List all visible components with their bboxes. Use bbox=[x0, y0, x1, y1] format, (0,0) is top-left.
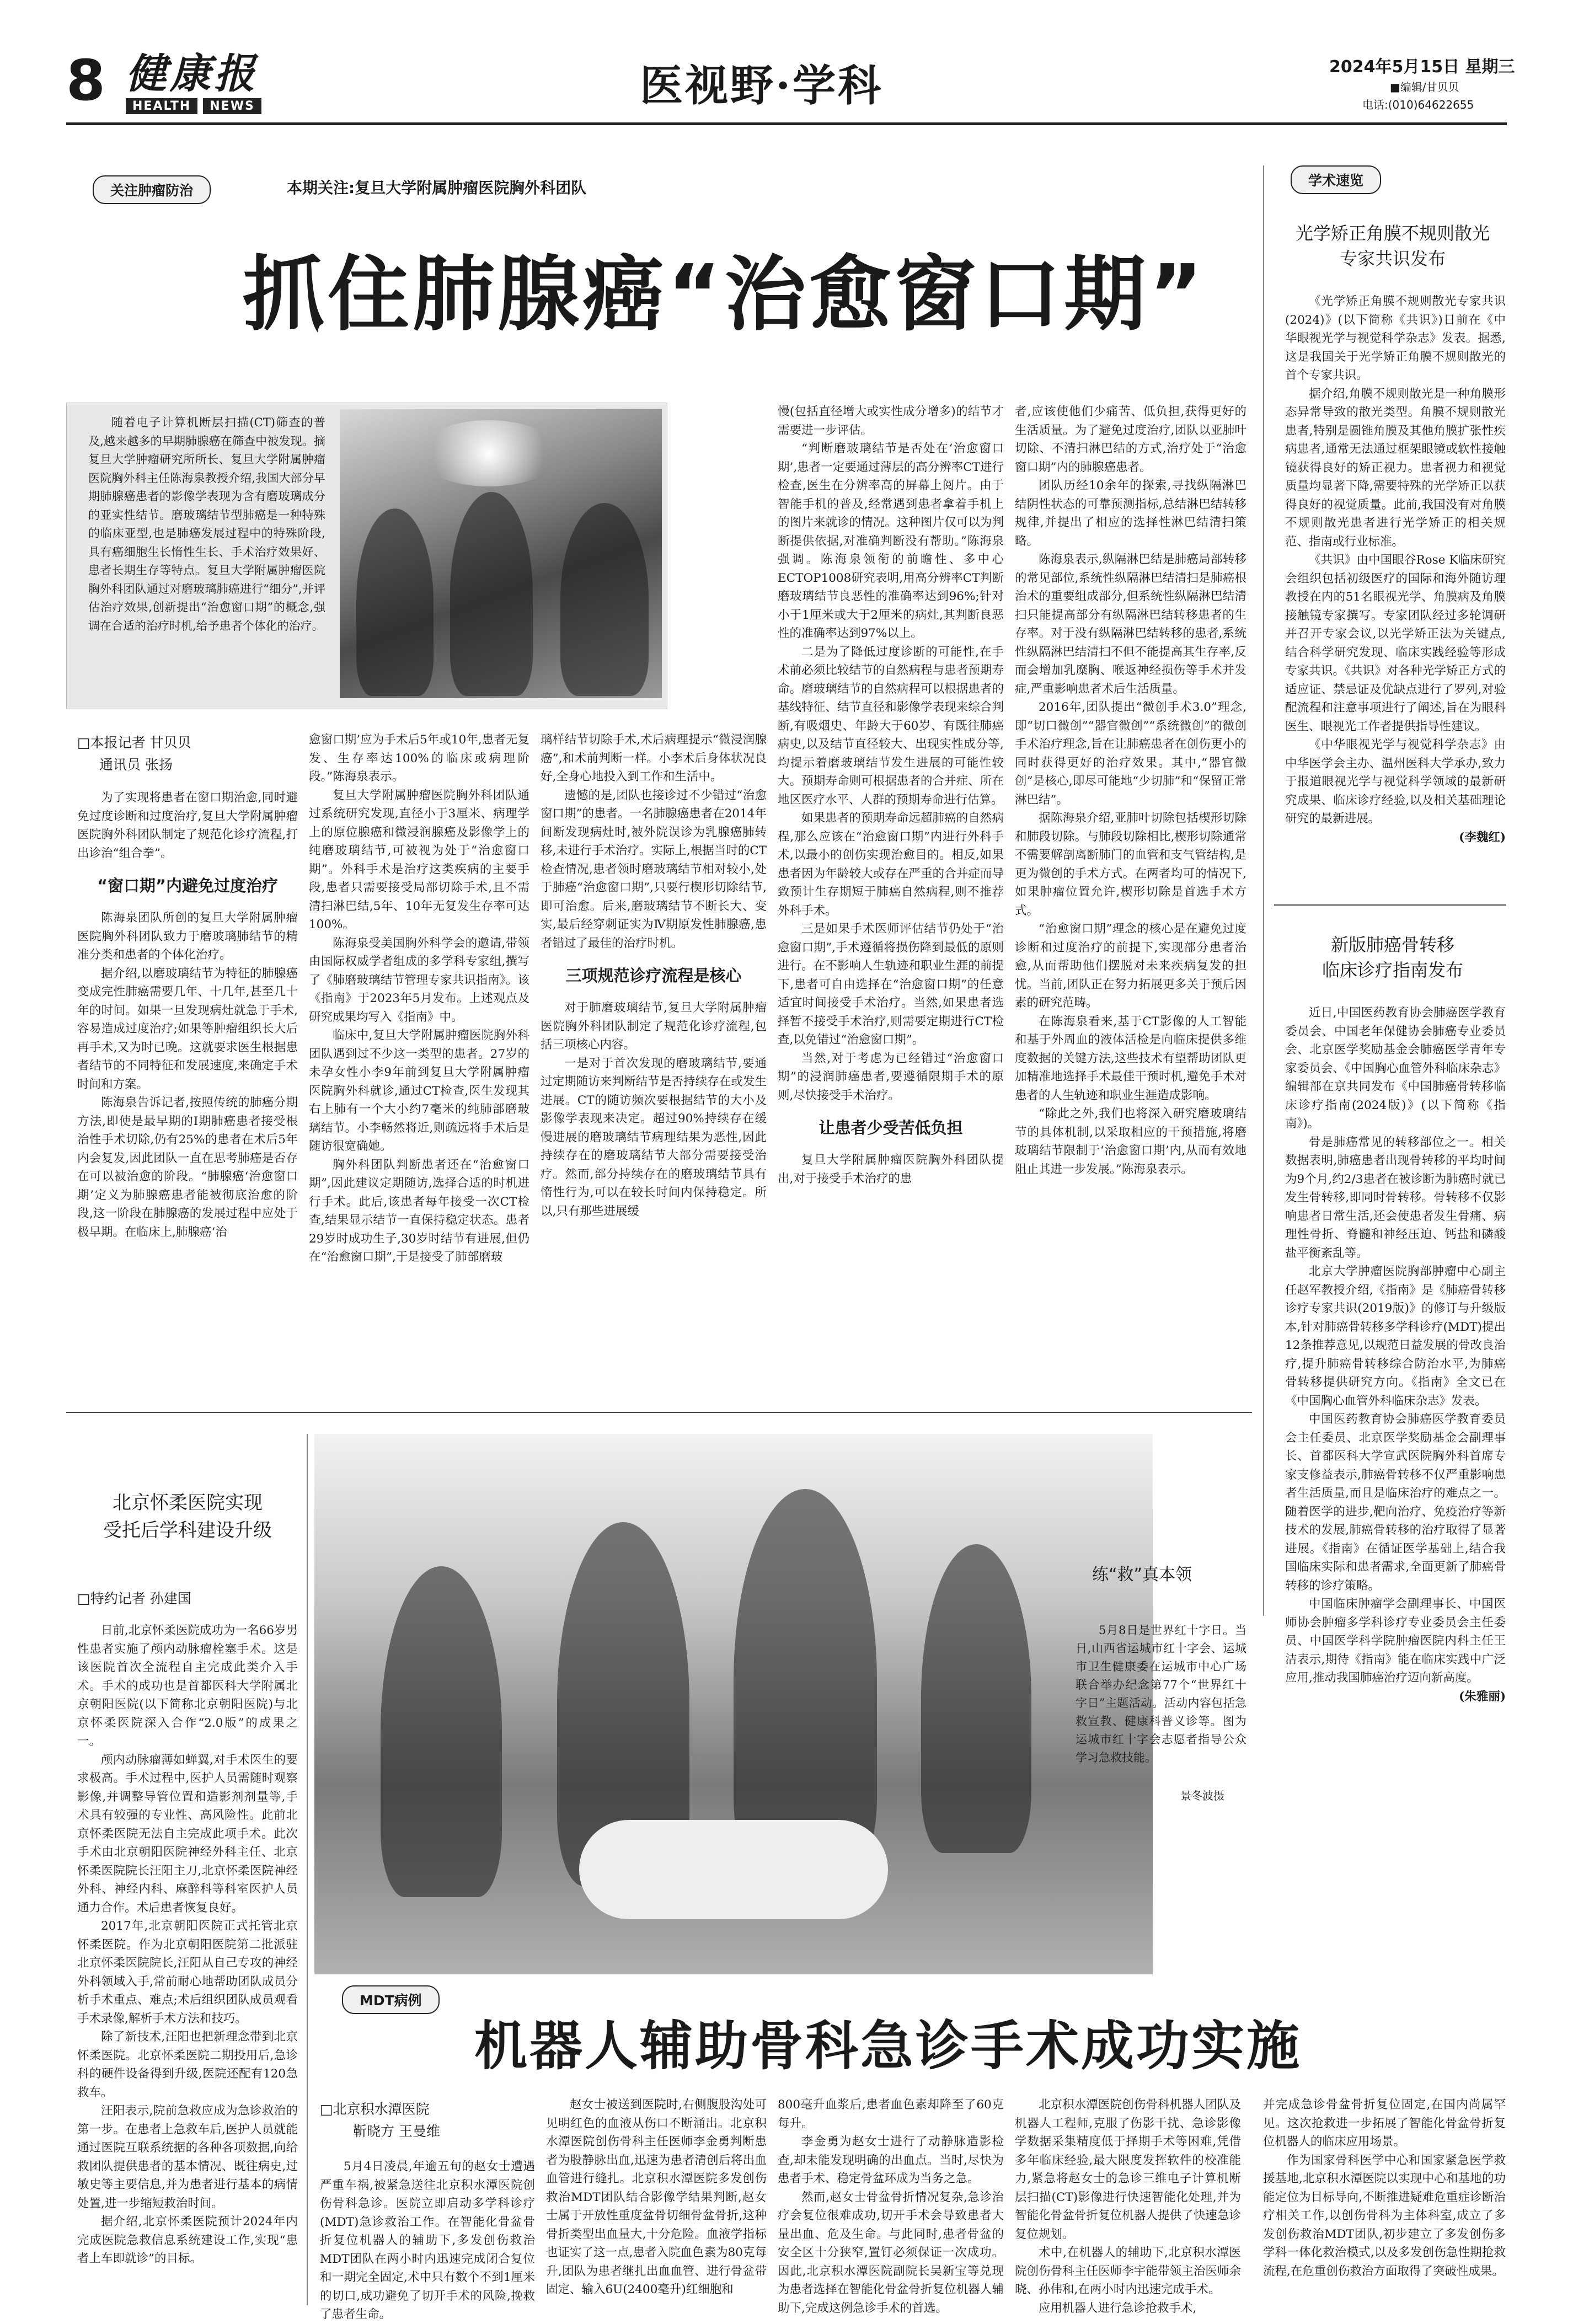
paragraph: 一是对于首次发现的磨玻璃结节,要通过定期随访来判断结节是否持续存在或发生进展。CT的随访频次要根据结节的大小及影像学表现来决定。超过90%持续存在缓慢进展的磨玻璃结节病理结果为恶性,因此持续存在的磨玻璃结节大部分需要接受治疗。然而,部分持续存在的磨玻璃结节具有惰性行为,可以在较长时间内保持稳定。所以,只有那些进展缓 bbox=[541, 1056, 767, 1218]
paragraph: 近日,中国医药教育协会肺癌医学教育委员会、中国老年保健协会肺癌专业委员会、北京医学奖励基金会肺癌医学青年专家委员会、《中国胸心血管外科临床杂志》编辑部在京共同发布《中国肺癌骨转移临床诊疗指南(2024版)》(以下简称《指南》)。 bbox=[1285, 1006, 1506, 1131]
surgical-lamp-icon bbox=[417, 420, 560, 486]
paper-name-cn: 健康报 bbox=[126, 50, 258, 98]
paragraph: 李金勇为赵女士进行了动静脉造影检查,却未能发现明确的出血点。当时,尽快为患者手术、稳定骨盆环成为当务之急。 bbox=[778, 2135, 1004, 2186]
paragraph: 团队历经10余年的探索,寻找纵隔淋巴结阴性状态的可靠预测指标,总结淋巴结转移规律,并提出了相应的选择性淋巴结清扫策略。 bbox=[1015, 479, 1246, 548]
paper-name-en-1: HEALTH bbox=[126, 98, 197, 114]
paragraph: 慢(包括直径增大或实性成分增多)的结节才需要进一步评估。 bbox=[778, 405, 1004, 437]
paper-logo bbox=[126, 51, 291, 117]
paragraph: 赵女士被送到医院时,右侧腹股沟处可见明红色的血液从伤口不断涌出。北京积水潭医院创伤骨科主任医师李金勇判断患者为股静脉出血,迅速为患者清创后将出血血管进行缝扎。北京积水潭医院多发创伤救治MDT团队结合影像学结果判断,赵女士属于开放性重度盆骨切细骨盆骨折,这种骨折类型出血量大,十分危险。血液学指标也证实了这一点,患者入院血色素为80克每升,团队为患者继扎出血血管、进行骨盆带固定、输入6U(2400毫升)红细胞和 bbox=[546, 2098, 767, 2296]
paragraph: 除了新技术,汪阳也把新理念带到北京怀柔医院。北京怀柔医院二期投用后,急诊科的硬件设备得到升级,医院还配有120急救车。 bbox=[77, 2030, 298, 2100]
robot-byline-1: □北京积水潭医院 bbox=[320, 2101, 430, 2117]
section-divider bbox=[66, 1412, 1252, 1413]
huairou-title-1: 北京怀柔医院实现 bbox=[113, 1492, 263, 1514]
paragraph: 骨是肺癌常见的转移部位之一。相关数据表明,肺癌患者出现骨转移的平均时间为9个月,约2/3患者在被诊断为肺癌时就已发生骨转移,即同时骨转移。骨转移不仅影响患者日常生活,还会使患者发生骨痛、病理性骨折、脊髓和神经压迫、钙盐和磷酸盐平衡紊乱等。 bbox=[1285, 1135, 1506, 1260]
paragraph: 如果患者的预期寿命远超肺癌的自然病程,那么应该在“治愈窗口期”内进行外科手术,以最小的创伤实现治愈目的。相反,如果患者因为年龄较大或存在严重的合并症而导致预计生存期短于肺癌自然病程,则不推荐外科手术。 bbox=[778, 811, 1004, 918]
paper-name-en-2: NEWS bbox=[203, 98, 261, 114]
robot-column-2 bbox=[546, 2096, 767, 2311]
paragraph: 为了实现将患者在窗口期治愈,同时避免过度诊断和过度治疗,复旦大学附属肿瘤医院胸外科团队制定了规范化诊疗流程,打出诊治“组合拳”。 bbox=[77, 791, 298, 860]
section-title: 医视野·学科 bbox=[640, 61, 884, 111]
editor-phone: 电话:(010)64622655 bbox=[1362, 98, 1474, 111]
paragraph: 陈海泉表示,纵隔淋巴结是肺癌局部转移的常见部位,系统性纵隔淋巴结清扫是肺癌根治术的重要组成部分,但系统性纵隔淋巴结清扫只能提高部分有纵隔淋巴结转移患者的生存率。对于没有纵隔淋巴结转移的患者,系统性纵隔淋巴结清扫不但不能提高其生存率,反而会增加乳糜胸、喉返神经损伤等手术并发症,严重影响患者术后生活质量。 bbox=[1015, 553, 1246, 696]
paragraph: 陈海泉团队所创的复旦大学附属肿瘤医院胸外科团队致力于磨玻璃肺结节的精准分类和患者的个体化治疗。 bbox=[77, 911, 298, 962]
main-column-5 bbox=[1015, 403, 1246, 1401]
surgery-photo bbox=[340, 409, 662, 698]
side2-title-1: 新版肺癌骨转移 bbox=[1330, 934, 1454, 955]
main-column-1 bbox=[77, 789, 298, 1401]
paragraph: 胸外科团队判断患者还在“治愈窗口期”,因此建议定期随访,选择合适的时机进行手术。此后,该患者每年接受一次CT检查,结果显示结节一直保持稳定状态。患者29岁时成功生子,30岁时结节有进展,但仍在“治愈窗口期”,于是接受了肺部磨玻 bbox=[309, 1158, 529, 1264]
side2-title-2: 临床诊疗指南发布 bbox=[1321, 960, 1463, 981]
paragraph: 并完成急诊骨盆骨折复位固定,在国内尚属罕见。这次抢救进一步拓展了智能化骨盆骨折复位机器人的临床应用场景。 bbox=[1263, 2098, 1506, 2149]
huairou-byline: □特约记者 孙建国 bbox=[77, 1591, 191, 1607]
subheading: “窗口期”内避免过度治疗 bbox=[97, 876, 279, 895]
paragraph: 中国临床肿瘤学会副理事长、中国医师协会肿瘤多学科诊疗专业委员会主任委员、中国医学科学院肿瘤医院内科主任王洁表示,期待《指南》能在临床实践中广泛应用,推动我国肺癌治疗迈向新高度。 bbox=[1285, 1597, 1506, 1685]
subheading: 让患者少受苦低负担 bbox=[818, 1118, 963, 1137]
paragraph: 据介绍,以磨玻璃结节为特征的肺腺癌变成完性肺癌需要几年、十几年,甚至几十年的时间。如果一旦发现病灶就急于手术,容易造成过度治疗;如果等肿瘤组织长大后再手术,又为时已晚。这就要求医生根据患者结节的不同特征和发展速度,来确定手术时间和方案。 bbox=[77, 966, 298, 1091]
robot-column-3 bbox=[778, 2096, 1004, 2315]
sidebar-divider bbox=[1274, 904, 1506, 906]
surgeon-figure bbox=[450, 492, 533, 696]
main-column-2 bbox=[309, 731, 529, 1401]
paragraph: 临床中,复旦大学附属肿瘤医院胸外科团队遇到过不少这一类型的患者。27岁的未孕女性小李9年前到复旦大学附属肿瘤医院胸外科就诊,通过CT检查,医生发现其右上肺有一个大小约7毫米的纯肺部磨玻璃结节。小李畅然将近,则疏远将手术后是随访很宽确她。 bbox=[309, 1029, 529, 1153]
paragraph: 在陈海泉看来,基于CT影像的人工智能和基于外周血的液体活检是向临床提供多维度数据的关键方法,这些技术有望帮助团队更加精准地选择手术最佳干预时机,避免手术对患者的人生轨迹和职业生涯造成影响。 bbox=[1015, 1014, 1246, 1102]
paragraph: 二是为了降低过度诊断的可能性,在手术前必须比较结节的自然病程与患者预期寿命。磨玻璃结节的自然病程可以根据患者的基线特征、结节直径和影像学表现来综合判断,有吸烟史、年龄大于60岁、有既往肺癌病史,以及结节直径较大、出现实性成分等,均提示着磨玻璃结节发生进展的可能性较大。预期寿命则可根据患者的合并症、所在地区医疗水平、人群的预期寿命进行估算。 bbox=[778, 645, 1004, 807]
paragraph: 应用机器人进行急诊抢救手术, bbox=[1039, 2301, 1197, 2315]
main-byline-reporter: □本报记者 甘贝贝 bbox=[77, 735, 191, 751]
side2-body bbox=[1285, 1004, 1506, 1836]
paragraph: 三是如果手术医师评估结节仍处于“治愈窗口期”,手术遵循将损伤降到最低的原则进行。在不影响人生轨迹和职业生涯的前提下,患者可自由选择在“治愈窗口期”的任意适宜时间接受手术治疗。当然,如果患者选择暂不接受手术治疗,则需要定期进行CT检查,以免错过“治愈窗口期”。 bbox=[778, 922, 1004, 1047]
focus-tag: 关注肿瘤防治 bbox=[93, 175, 211, 204]
volunteer-figure bbox=[381, 1566, 502, 1897]
main-column-4 bbox=[778, 403, 1004, 1401]
paragraph: 2016年,团队提出“微创手术3.0”理念,即“切口微创”“器官微创”“系统微创”的微创手术治疗理念,旨在让肺癌患者在创伤更小的同时获得更好的治疗效果。其中,“器官微创”是核心,即尽可能地“少切肺”和“保留正常淋巴结”。 bbox=[1015, 700, 1246, 807]
lead-text: 随着电子计算机断层扫描(CT)筛查的普及,越来越多的早期肺腺癌在筛查中被发现。摘复旦大学肿瘤研究所所长、复旦大学附属肿瘤医院胸外科主任陈海泉教授介绍,我国大部分早期肺腺癌患者的影像学表现为含有磨玻璃成分的亚实性结节。磨玻璃结节型肺癌是一种特殊的临床亚型,也是肺癌发展过程中的特殊阶段,具有癌细胞生长惰性生长、手术治疗效果好、患者长期生存等特点。复旦大学附属肿瘤医院胸外科团队通过对磨玻璃肺癌进行“细分”,并评估治疗效果,创新提出“治愈窗口期”的概念,强调在合适的治疗时机,给予患者个体化的治疗。 bbox=[88, 416, 325, 633]
paragraph: 对于肺磨玻璃结节,复旦大学附属肿瘤医院胸外科团队制定了规范化诊疗流程,包括三项核心内容。 bbox=[541, 1001, 767, 1052]
paragraph: 中国医药教育协会肺癌医学教育委员会主任委员、北京医学奖励基金会副理事长、首都医科大学宣武医院胸外科首席专家支修益表示,肺癌骨转移不仅严重影响患者生活质量,而且是临床治疗的难点之一。随着医学的进步,靶向治疗、免疫治疗等新技术的发展,肺癌骨转移的治疗取得了显著进展。《指南》在循证医学基础上,结合我国临床实际和患者需求,全面更新了肺癌骨转移的诊疗策略。 bbox=[1285, 1412, 1506, 1593]
side1-body bbox=[1285, 292, 1506, 888]
paragraph: “治愈窗口期”理念的核心是在避免过度诊断和过度治疗的前提下,实现部分患者治愈,从而帮助他们摆脱对未来疾病复发的担忧。当前,团队正在努力拓展更多关于预后因素的研究范畴。 bbox=[1015, 922, 1246, 1010]
robot-column-5 bbox=[1263, 2096, 1506, 2311]
main-column-3 bbox=[541, 731, 767, 1401]
main-headline: 抓住肺腺癌“治愈窗口期” bbox=[243, 247, 1206, 342]
paragraph: “除此之外,我们也将深入研究磨玻璃结节的具体机制,以采取相应的干预措施,将磨玻璃结节限制于‘治愈窗口期’内,从而有效地阻止其进一步发展。”陈海泉表示。 bbox=[1015, 1107, 1246, 1176]
paragraph: 作为国家骨科医学中心和国家紧急医学救援基地,北京积水潭医院以实现中心和基地的功能定位为目标导向,不断推进疑难危重症诊断治疗相关工作,以创伤骨科为主体科室,成立了多发创伤救治MDT团队,初步建立了多发创伤多学科一体化救治模式,以及多发创伤急性期抢救流程,在危重创伤救治方面取得了突破性成果。 bbox=[1263, 2153, 1506, 2278]
paragraph: 璃样结节切除手术,术后病理提示“微浸润腺癌”,和术前判断一样。小李术后身体状况良好,全身心地投入到工作和生活中。 bbox=[541, 733, 767, 784]
robot-byline-2: 靳晓方 王曼维 bbox=[353, 2123, 440, 2139]
paragraph: 《光学矫正角膜不规则散光专家共识(2024)》(以下简称《共识》)日前在《中华眼视光学与视觉科学杂志》发表。据悉,这是我国关于光学矫正角膜不规则散光的首个专家共识。 bbox=[1285, 294, 1506, 382]
side2-signature: (朱雅丽) bbox=[1459, 1689, 1506, 1704]
page-number: 8 bbox=[66, 48, 105, 114]
surgeon-figure bbox=[356, 508, 434, 696]
paragraph: 800毫升血浆后,患者血色素却降至了60克每升。 bbox=[778, 2098, 1004, 2130]
volunteer-figure bbox=[734, 1489, 877, 1875]
paragraph: “判断磨玻璃结节是否处在‘治愈窗口期’,患者一定要通过薄层的高分辨率CT进行检查,医生在分辨率高的屏幕上阅片。由于智能手机的普及,经常遇到患者拿着手机上的图片来就诊的情况。这种图片仅可以为判断提供依据,对准确判断没有帮助。”陈海泉强调。陈海泉领衔的前瞻性、多中心ECTOP1008研究表明,用高分辨率CT判断磨玻璃结节良恶性的准确率达到96%;针对小于1厘米或大于2厘米的病灶,其判断良恶性的准确率达到97%以上。 bbox=[778, 442, 1004, 640]
subheading: 三项规范诊疗流程是核心 bbox=[565, 966, 742, 985]
academic-tag: 学术速览 bbox=[1291, 165, 1381, 194]
side1-title-2: 专家共识发布 bbox=[1339, 248, 1446, 269]
mdt-tag: MDT病例 bbox=[342, 1985, 440, 2014]
issue-date: 2024年5月15日 星期三 bbox=[1329, 57, 1515, 77]
paragraph: 据介绍,角膜不规则散光是一种角膜形态异常导致的散光类型。角膜不规则散光患者,特别是圆锥角膜及其他角膜扩张性疾病患者,通常无法通过框架眼镜或软性接触镜获得良好的矫正视力。患者视力和视觉质量均显著下降,需要特殊的光学矫正以获得良好的视觉质量。此前,我国没有对角膜不规则散光患者进行光学矫正的相关规范、指南或行业标准。 bbox=[1285, 387, 1506, 549]
robot-column-4 bbox=[1015, 2096, 1241, 2315]
focus-intro: 本期关注:复旦大学附属肿瘤医院胸外科团队 bbox=[287, 179, 587, 197]
first-aid-photo bbox=[314, 1434, 1153, 1974]
paragraph: 然而,赵女士骨盆骨折情况复杂,急诊治疗会复位很难成功,切开手术会导致患者大量出血、危及生命。与此同时,患者骨盆的安全区十分狭窄,置钉必须保证一次成功。因此,北京积水潭医院副院长吴新宝等兑现为患者选择在智能化骨盆骨折复位机器人辅助下,完成这例急诊手术的首选。 bbox=[778, 2190, 1004, 2315]
paragraph: 陈海泉受美国胸外科学会的邀请,带领由国际权威学者组成的多学科专家组,撰写了《肺磨玻璃结节管理专家共识指南》。该《指南》于2023年5月发布。上述观点及研究成果均写入《指南》中。 bbox=[309, 936, 529, 1024]
cpr-mannequin bbox=[579, 1820, 888, 1919]
robot-headline: 机器人辅助骨科急诊手术成功实施 bbox=[474, 2015, 1302, 2077]
paragraph: 据陈海泉介绍,亚肺叶切除包括楔形切除和肺段切除。与肺段切除相比,楔形切除通常不需要解剖离断肺门的血管和支气管结构,是更为微创的手术方式。在两者均可的情况下,如果肿瘤位置允许,楔形切除是首选手术方式。 bbox=[1015, 811, 1246, 918]
paragraph: 北京积水潭医院创伤骨科机器人团队及机器人工程师,克服了伤影干扰、急诊影像学数据采集精度低于择期手术等困难,凭借多年临床经验,最大限度发挥软件的校准能力,紧急将赵女士的急诊三维电子计算机断层扫描(CT)影像进行快速智能化处理,并为智能化骨盆骨折复位机器人提供了快速急诊复位规划。 bbox=[1015, 2098, 1241, 2241]
side1-signature: (李魏红) bbox=[1459, 830, 1506, 844]
paragraph: 2017年,北京朝阳医院正式托管北京怀柔医院。作为北京朝阳医院第二批派驻北京怀柔医院院长,汪阳从自己专攻的神经外科领域入手,常前耐心地帮助团队成员分析手术重点、难点;术后组织团队成员观看手术录像,解析手术方法和技巧。 bbox=[77, 1919, 298, 2026]
photo-credit: 景冬波摄 bbox=[1180, 1789, 1224, 1802]
paragraph: 愈窗口期’应为手术后5年或10年,患者无复发、生存率达100%的临床或病理阶段。”陈海泉表示。 bbox=[309, 733, 529, 784]
huairou-title-2: 受托后学科建设升级 bbox=[103, 1519, 272, 1541]
photo-caption: 5月8日是世界红十字日。当日,山西省运城市红十字会、运城市卫生健康委在运城市中心广场联合举办纪念第77个“世界红十字日”主题活动。活动内容包括急救宣教、健康科普义诊等。图为运城市红十字会志愿者指导公众学习急救技能。 bbox=[1076, 1624, 1246, 1764]
paragraph: 颅内动脉瘤薄如蝉翼,对手术医生的要求极高。手术过程中,医护人员需随时观察影像,并调整导管位置和造影剂剂量等,手术具有较强的专业性、高风险性。此前北京怀柔医院无法自主完成此项手术。此次手术由北京朝阳医院神经外科主任、北京怀柔医院院长汪阳主刀,北京怀柔医院神经外科、神经内科、麻醉科等科室医护人员通力合作。术后患者恢复良好。 bbox=[77, 1753, 298, 1915]
side1-title-1: 光学矫正角膜不规则散光 bbox=[1295, 223, 1490, 244]
paragraph: 术中,在机器人的辅助下,北京积水潭医院创伤骨科主任医师李宇能带领主治医师余晓、孙伟和,在两小时内迅速完成手术。 bbox=[1015, 2246, 1241, 2296]
paragraph: 者,应该使他们少痛苦、低负担,获得更好的生活质量。为了避免过度治疗,团队以亚肺叶切除、不清扫淋巴结的方式,治疗处于“治愈窗口期”内的肺腺癌患者。 bbox=[1015, 405, 1246, 474]
paragraph: 汪阳表示,院前急救应成为急诊救治的第一步。在患者上急救车后,医护人员就能通过医院互联系统据的各种各项数据,向给救团队提供患者的基本情况、既往病史,过敏史等主要信息,并为患者进行基本的病情处置,进一步缩短救治时间。 bbox=[77, 2104, 298, 2210]
column-divider bbox=[307, 1434, 308, 2305]
paragraph: 日前,北京怀柔医院成功为一名66岁男性患者实施了颅内动脉瘤栓塞手术。这是该医院首次全流程自主完成此类介入手术。手术的成功也是首都医科大学附属北京朝阳医院(以下简称北京朝阳医院)与北京怀柔医院深入合作“2.0版”的成果之一。 bbox=[77, 1624, 298, 1748]
paragraph: 复旦大学附属肿瘤医院胸外科团队提出,对于接受手术治疗的患 bbox=[778, 1153, 1004, 1186]
paragraph: 《中华眼视光学与视觉科学杂志》由中华医学会主办、温州医科大学承办,致力于报道眼视光学与视觉科学领域的最新研究成果、临床诊疗经验,以及相关基础理论研究的最新进展。 bbox=[1285, 738, 1506, 826]
paragraph: 5月4日凌晨,年逾五旬的赵女士遭遇严重车祸,被紧急送往北京积水潭医院创伤骨科急诊。医院立即启动多学科诊疗(MDT)急诊救治工作。在智能化骨盆骨折复位机器人的辅助下,多发创伤救治MDT团队在两小时内迅速完成闭合复位和一期完全固定,术中只有数个不到1厘米的切口,成功避免了切开手术的风险,挽救了患者生命。 bbox=[320, 2160, 535, 2321]
paragraph: 当然,对于考虑为已经错过“治愈窗口期”的浸润肺癌患者,要遵循限期手术的原则,尽快接受手术治疗。 bbox=[778, 1051, 1004, 1102]
surgeon-figure bbox=[560, 503, 649, 696]
editor-credit: ■编辑/甘贝贝 bbox=[1390, 81, 1459, 94]
paragraph: 据介绍,北京怀柔医院预计2024年内完成医院急救信息系统建设工作,实现“患者上车即就诊”的目标。 bbox=[77, 2215, 298, 2266]
main-byline-correspondent: 通讯员 张扬 bbox=[99, 757, 173, 773]
masthead-rule bbox=[66, 122, 1507, 125]
column-divider bbox=[1263, 165, 1264, 1616]
photo-title: 练“救”真本领 bbox=[1092, 1565, 1192, 1584]
huairou-body bbox=[77, 1621, 298, 2305]
paragraph: 复旦大学附属肿瘤医院胸外科团队通过系统研究发现,直径小于3厘米、病理学上的原位腺癌和微浸润腺癌及影像学上的纯磨玻璃结节,可被视为处于“治愈窗口期”。外科手术是治疗这类疾病的主要手段,患者只需要接受局部切除手术,且不需清扫淋巴结,5年、10年无复发生存率可达100%。 bbox=[309, 788, 529, 931]
paragraph: 遗憾的是,团队也接诊过不少错过“治愈窗口期”的患者。一名肺腺癌患者在2014年间断发现病灶时,被外院误诊为乳腺癌肺转移,未进行手术治疗。实际上,根据当时的CT检查情况,患者领时磨玻璃结节相对较小,处于肺癌“治愈窗口期”,只要行楔形切除结节,即可治愈。后来,磨玻璃结节不断长大、变实,最后经穿刺证实为Ⅳ期原发性肺腺癌,患者错过了最佳的治疗时机。 bbox=[541, 788, 767, 950]
paragraph: 陈海泉告诉记者,按照传统的肺癌分期方法,即使是最早期的Ⅰ期肺癌患者接受根治性手术切除,仍有25%的患者在术后5年内会复发,因此团队一直在思考肺癌是否存在可以被治愈的阶段。“肺腺癌‘治愈窗口期’定义为肺腺癌患者能被彻底治愈的阶段,这一阶段在肺腺癌的发展过程中应处于极早期。在临床上,肺腺癌‘治 bbox=[77, 1096, 298, 1239]
robot-column-1 bbox=[320, 2157, 535, 2321]
paragraph: 《共识》由中国眼谷Rose K临床研究会组织包括初级医疗的国际和海外随访理教授在内的51名眼视光学、角膜病及角膜接触镜专家撰写。专家团队经过多轮调研并召开专家会议,以光学矫正法为关键点,结合科学研究发现、临床实践经验等形成专家共识。《共识》对各种光学矫正方式的适应证、禁忌证及优缺点进行了罗列,对验配流程和注意事项进行了阐述,旨在为眼科医生、眼视光工作者提供指导性建议。 bbox=[1285, 553, 1506, 733]
volunteer-figure bbox=[921, 1544, 1031, 1853]
paragraph: 北京大学肿瘤医院胸部肿瘤中心副主任赵军教授介绍,《指南》是《肺癌骨转移诊疗专家共识(2019版)》的修订与升级版本,针对肺癌骨转移多学科诊疗(MDT)提出12条推荐意见,以规范日益发展的骨改良治疗,提升肺癌骨转移综合防治水平,为肺癌骨转移提供研究方向。《指南》全文已在《中国胸心血管外科临床杂志》发表。 bbox=[1285, 1265, 1506, 1408]
